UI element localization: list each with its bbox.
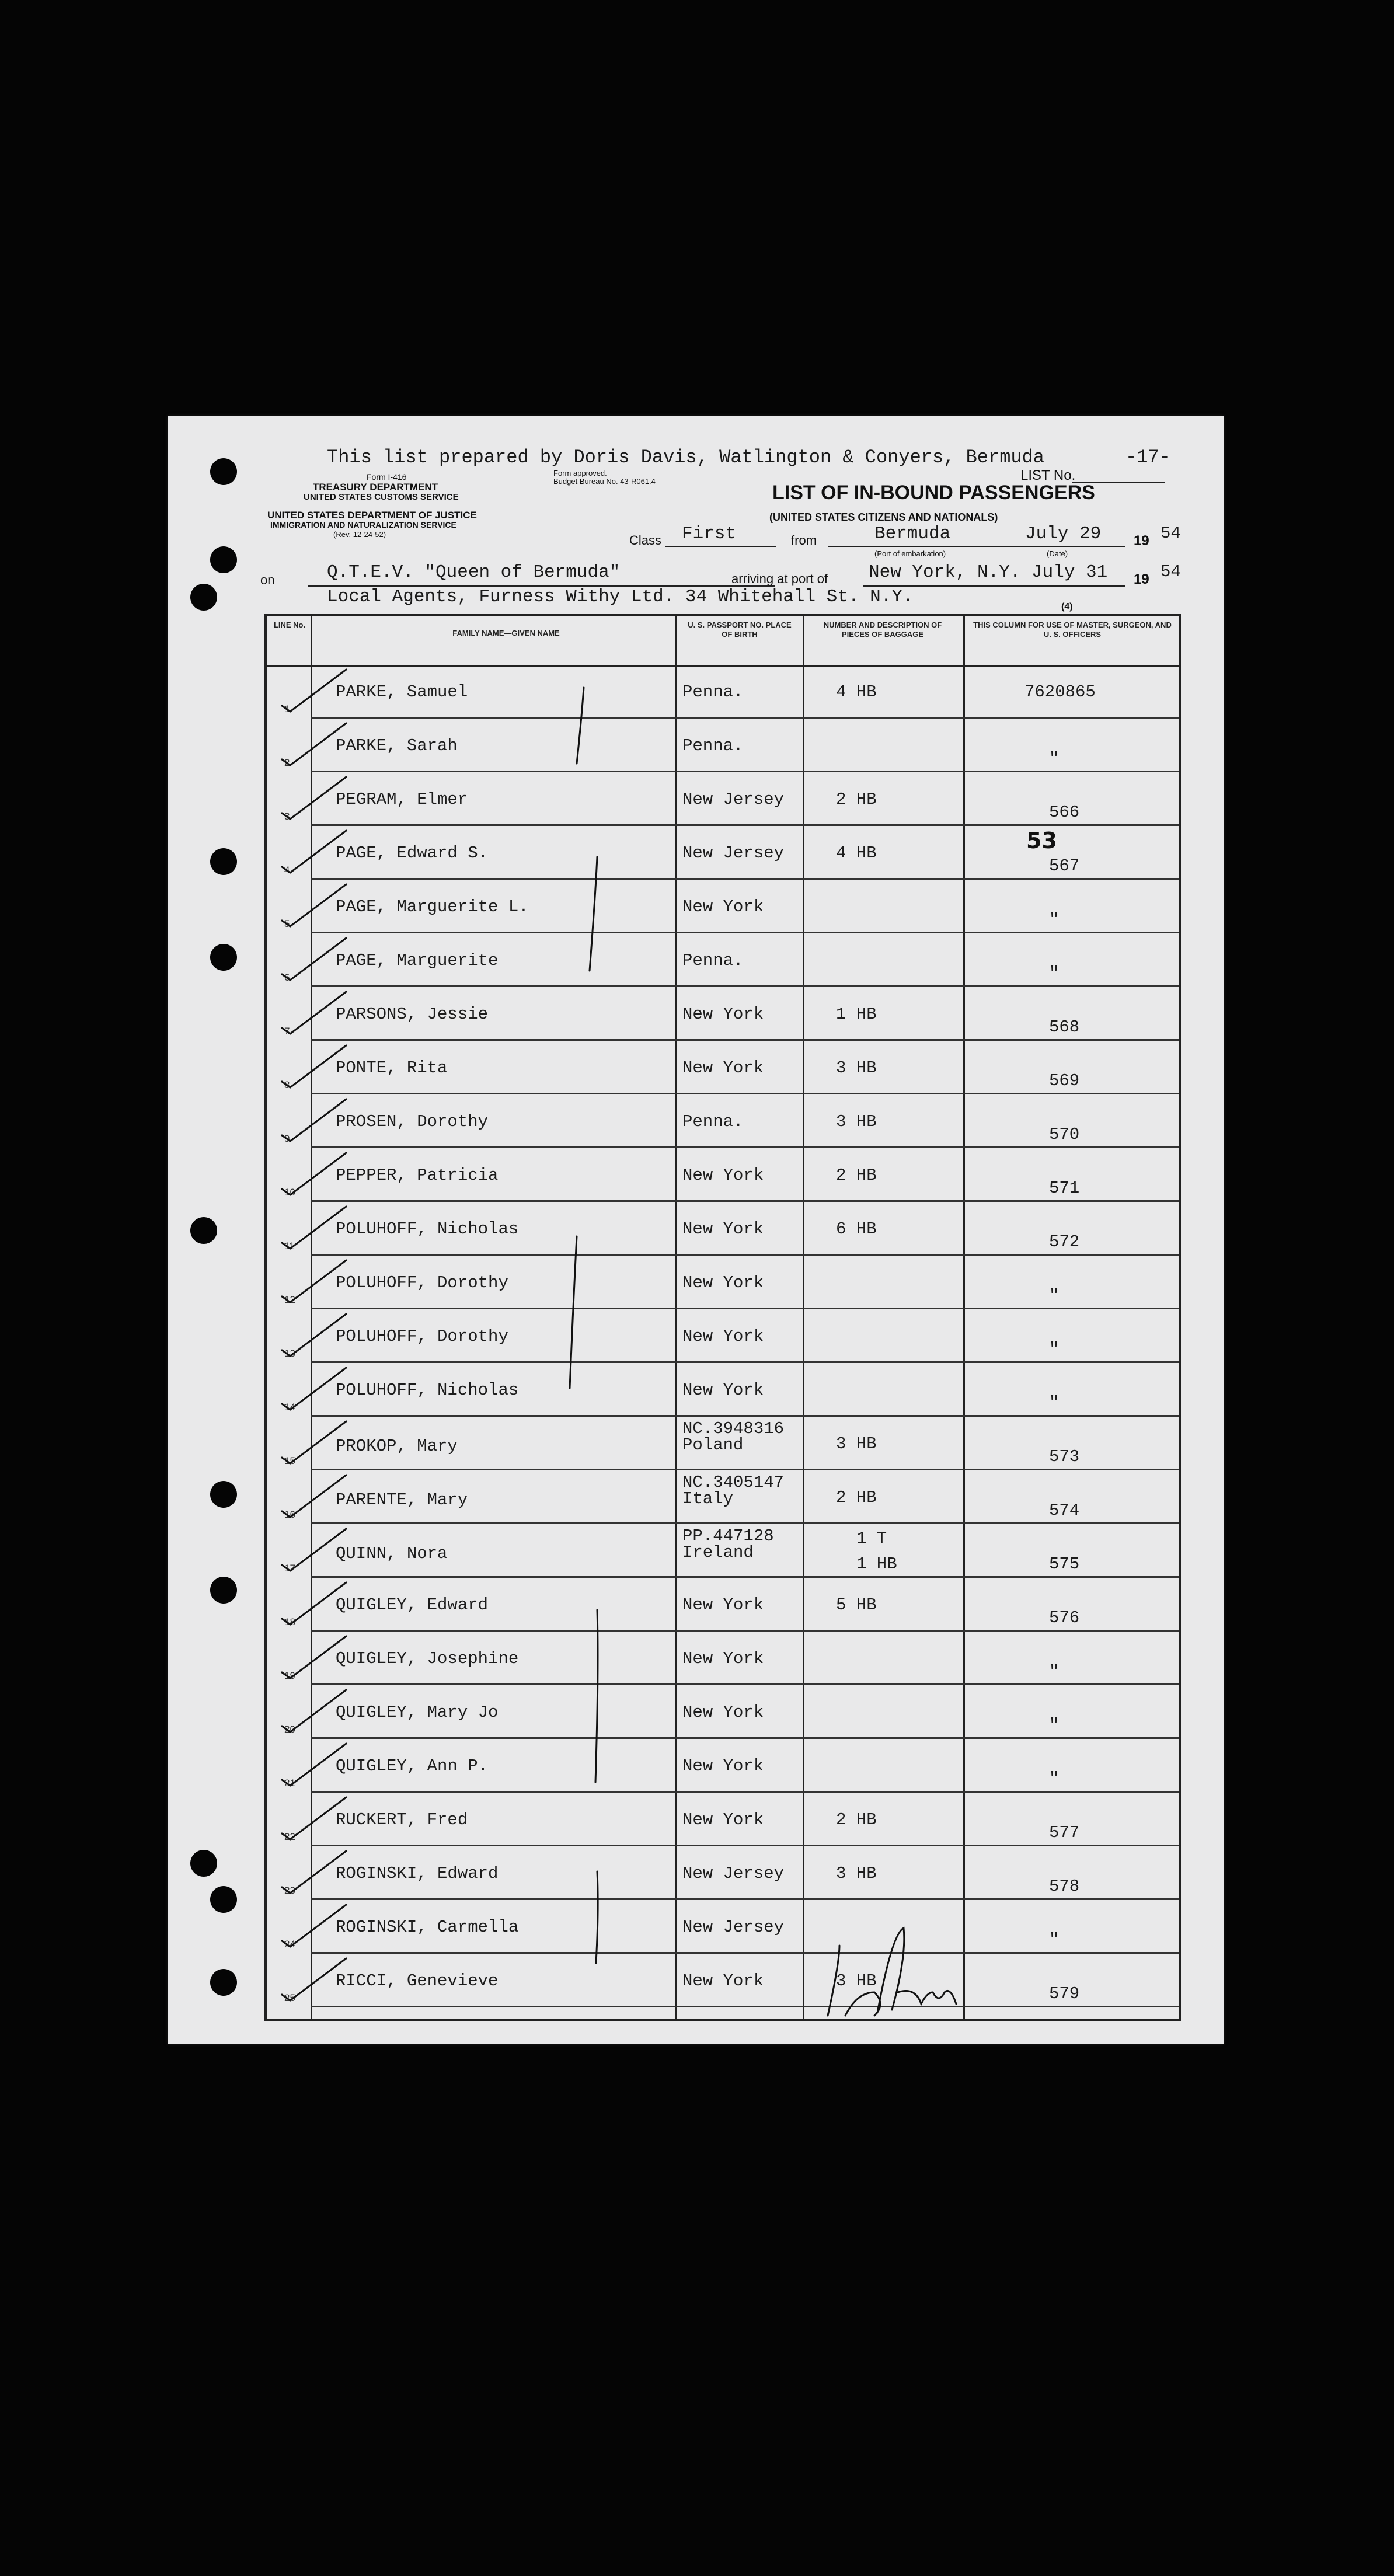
check-mark: [282, 777, 346, 819]
baggage: 3 HB: [836, 1971, 877, 1991]
vessel-name: Q.T.E.V. "Queen of Bermuda": [327, 562, 621, 583]
baggage: 5 HB: [836, 1595, 877, 1615]
officer-use-value: 577: [1049, 1823, 1080, 1842]
class-value: First: [682, 524, 737, 544]
officer-use-value: 569: [1049, 1071, 1080, 1090]
justice-label: UNITED STATES DEPARTMENT OF JUSTICE: [267, 510, 477, 521]
from-label: from: [791, 533, 817, 548]
check-mark: [282, 1045, 346, 1087]
baggage: 1 T: [856, 1529, 887, 1548]
list-title: LIST OF IN-BOUND PASSENGERS: [772, 482, 1095, 504]
check-mark: [282, 1314, 346, 1356]
baggage: 2 HB: [836, 1166, 877, 1185]
local-agents: Local Agents, Furness Withy Ltd. 34 Whitehall St. N.Y.: [327, 587, 914, 607]
manifest-page: [168, 416, 1224, 2044]
passenger-name: PROSEN, Dorothy: [336, 1112, 489, 1131]
passenger-name: QUIGLEY, Mary Jo: [336, 1703, 499, 1722]
line-number: 7: [284, 1026, 290, 1037]
check-mark: [282, 723, 346, 765]
line-number: 25: [284, 1992, 295, 2003]
officer-use-value: 567: [1049, 856, 1080, 876]
place-of-birth: New Jersey: [682, 790, 785, 809]
passenger-name: RUCKERT, Fred: [336, 1810, 468, 1829]
line-number: 6: [284, 972, 290, 983]
col-header-officers: THIS COLUMN FOR USE OF MASTER, SURGEON, AND U. S. OFFICERS: [973, 621, 1172, 639]
line-number: 4: [284, 865, 290, 876]
form-approved: Form approved.: [553, 469, 607, 477]
col-header-baggage: NUMBER AND DESCRIPTION OF PIECES OF BAGGAGE: [823, 621, 942, 639]
officer-use-value: 579: [1049, 1984, 1080, 2003]
officer-use-value: 570: [1049, 1125, 1080, 1144]
place-of-birth: New York: [682, 1381, 764, 1400]
officer-use-value: 568: [1049, 1017, 1080, 1037]
check-mark: [282, 1207, 346, 1249]
baggage-2: 1 HB: [856, 1554, 897, 1574]
passenger-name: PEGRAM, Elmer: [336, 790, 468, 809]
line-number: 12: [284, 1294, 295, 1305]
passenger-name: POLUHOFF, Dorothy: [336, 1327, 508, 1346]
from-value: Bermuda: [874, 524, 951, 544]
check-mark: [282, 670, 346, 712]
passenger-name: PAGE, Marguerite L.: [336, 897, 529, 916]
officer-use-value: 578: [1049, 1877, 1080, 1896]
place-of-birth: New York: [682, 1595, 764, 1615]
signature-mark: [828, 1928, 956, 2016]
place-of-birth: New York: [682, 1005, 764, 1024]
passenger-name: PARKE, Sarah: [336, 736, 458, 755]
check-mark: [282, 1421, 346, 1463]
paren-four: (4): [1061, 602, 1073, 612]
line-number: 21: [284, 1777, 295, 1789]
officer-use-value: ": [1049, 1393, 1060, 1413]
year-value: 54: [1160, 524, 1181, 543]
line-number: 10: [284, 1187, 295, 1198]
check-mark: [282, 1153, 346, 1195]
passenger-name: RICCI, Genevieve: [336, 1971, 499, 1991]
officer-use-value: ": [1049, 910, 1060, 929]
officer-use-value: ": [1049, 1340, 1060, 1359]
check-mark: [282, 1368, 346, 1410]
budget-bureau: Budget Bureau No. 43-R061.4: [553, 477, 656, 486]
passenger-name: PARENTE, Mary: [336, 1490, 468, 1510]
line-number: 20: [284, 1724, 295, 1735]
line-number: 15: [284, 1455, 295, 1466]
line-number: 23: [284, 1885, 295, 1896]
place-of-birth: New York: [682, 1219, 764, 1239]
line-number: 19: [284, 1670, 295, 1681]
rev-label: (Rev. 12-24-52): [333, 530, 386, 539]
baggage: 4 HB: [836, 843, 877, 863]
class-label: Class: [629, 533, 662, 548]
baggage: 3 HB: [836, 1058, 877, 1078]
bracket-mark: [570, 1236, 577, 1388]
place-of-birth-2: Ireland: [682, 1543, 754, 1562]
officer-use-value: 574: [1049, 1501, 1080, 1520]
place-of-birth: Penna.: [682, 1112, 744, 1131]
line-number: 3: [284, 811, 290, 822]
baggage: 2 HB: [836, 1810, 877, 1829]
passenger-name: QUIGLEY, Ann P.: [336, 1756, 489, 1776]
place-of-birth: New York: [682, 1649, 764, 1668]
passenger-name: POLUHOFF, Nicholas: [336, 1381, 519, 1400]
officer-use-value: 573: [1049, 1447, 1080, 1466]
place-of-birth: Penna.: [682, 951, 744, 970]
arrival-year: 54: [1160, 562, 1181, 581]
handwritten-marks: [168, 416, 1224, 2044]
passenger-name: PEPPER, Patricia: [336, 1166, 499, 1185]
ins-label: IMMIGRATION AND NATURALIZATION SERVICE: [270, 520, 456, 529]
bracket-mark: [596, 1871, 598, 1963]
place-of-birth: New Jersey: [682, 1918, 785, 1937]
place-of-birth: New York: [682, 1273, 764, 1292]
baggage: 3 HB: [836, 1112, 877, 1131]
col-header-passport: U. S. PASSPORT NO. PLACE OF BIRTH: [688, 621, 792, 639]
check-mark: [282, 1636, 346, 1678]
baggage: 1 HB: [836, 1005, 877, 1024]
check-mark: [282, 1582, 346, 1625]
passenger-name: POLUHOFF, Dorothy: [336, 1273, 508, 1292]
officer-use-value: ": [1049, 1662, 1060, 1681]
col-header-name: FAMILY NAME—GIVEN NAME: [452, 629, 560, 637]
officer-use-value: 572: [1049, 1232, 1080, 1252]
line-number: 24: [284, 1939, 295, 1950]
line-number: 11: [284, 1240, 295, 1252]
on-label: on: [260, 573, 275, 587]
line-number: 1: [284, 703, 290, 714]
officer-use-value: ": [1049, 1769, 1060, 1789]
place-of-birth: New York: [682, 1810, 764, 1829]
line-number: 5: [284, 918, 290, 929]
place-of-birth: New York: [682, 1327, 764, 1346]
officer-use-value: ": [1049, 1716, 1060, 1735]
line-number: 22: [284, 1831, 295, 1842]
baggage: 4 HB: [836, 682, 877, 702]
check-mark: [282, 1690, 346, 1732]
passenger-name: PAGE, Edward S.: [336, 843, 489, 863]
place-of-birth: PP.447128: [682, 1526, 774, 1546]
passenger-name: PONTE, Rita: [336, 1058, 448, 1078]
place-of-birth-2: Italy: [682, 1489, 734, 1508]
line-number: 17: [284, 1563, 295, 1574]
baggage: 2 HB: [836, 1488, 877, 1507]
passenger-name: ROGINSKI, Carmella: [336, 1918, 519, 1937]
officer-use-value: ": [1049, 964, 1060, 983]
form-number: Form I-416: [367, 472, 407, 482]
check-mark: [282, 1099, 346, 1141]
check-mark: [282, 1744, 346, 1786]
place-of-birth: NC.3405147: [682, 1473, 785, 1492]
customs-label: UNITED STATES CUSTOMS SERVICE: [304, 492, 459, 502]
treasury-label: TREASURY DEPARTMENT: [313, 482, 438, 493]
place-of-birth: New York: [682, 1971, 764, 1991]
place-of-birth: New York: [682, 1703, 764, 1722]
officer-use-value: ": [1049, 1286, 1060, 1305]
officer-use-value: 575: [1049, 1554, 1080, 1574]
place-of-birth: New York: [682, 1166, 764, 1185]
passenger-name: QUIGLEY, Edward: [336, 1595, 489, 1615]
place-of-birth: Penna.: [682, 682, 744, 702]
passenger-name: PROKOP, Mary: [336, 1437, 458, 1456]
place-of-birth: NC.3948316: [682, 1419, 785, 1438]
arriving-label: arriving at port of: [731, 571, 828, 586]
page-number: -17-: [1125, 447, 1170, 468]
check-mark: [282, 992, 346, 1034]
line-number: 18: [284, 1616, 295, 1627]
bracket-mark: [577, 688, 584, 764]
place-of-birth-2: Poland: [682, 1435, 744, 1455]
place-of-birth: New York: [682, 1058, 764, 1078]
col-header-line: LINE No.: [273, 621, 306, 629]
check-mark: [282, 1260, 346, 1302]
check-mark: [282, 1905, 346, 1947]
prepared-by-line: This list prepared by Doris Davis, Watlington & Conyers, Bermuda: [327, 447, 1044, 468]
year-prefix: 19: [1134, 533, 1149, 549]
line-number: 14: [284, 1402, 295, 1413]
list-no-label: LIST No.: [1020, 468, 1076, 483]
line-number: 16: [284, 1509, 295, 1520]
place-of-birth: New Jersey: [682, 843, 785, 863]
check-mark: [282, 1475, 346, 1517]
passenger-name: POLUHOFF, Nicholas: [336, 1219, 519, 1239]
baggage: 2 HB: [836, 790, 877, 809]
departure-date: July 29: [1025, 524, 1102, 544]
arrival-year-prefix: 19: [1134, 571, 1149, 587]
baggage: 3 HB: [836, 1434, 877, 1453]
check-mark: [282, 1958, 346, 2000]
arrival-port-date: New York, N.Y. July 31: [869, 562, 1108, 583]
passenger-name: ROGINSKI, Edward: [336, 1864, 499, 1883]
line-number: 9: [284, 1133, 290, 1144]
baggage: 6 HB: [836, 1219, 877, 1239]
place-of-birth: New Jersey: [682, 1864, 785, 1883]
date-label: (Date): [1047, 549, 1068, 558]
bracket-mark: [595, 1610, 598, 1782]
officer-use-value: 571: [1049, 1179, 1080, 1198]
passenger-name: QUINN, Nora: [336, 1544, 448, 1563]
port-embarkation-label: (Port of embarkation): [874, 549, 946, 558]
check-mark: [282, 1529, 346, 1571]
passenger-name: QUIGLEY, Josephine: [336, 1649, 519, 1668]
line-number: 2: [284, 757, 290, 768]
officer-use-value: ": [1049, 1930, 1060, 1950]
check-mark: [282, 938, 346, 980]
place-of-birth: Penna.: [682, 736, 744, 755]
check-mark: [282, 884, 346, 926]
check-mark: [282, 1851, 346, 1893]
officer-use-value: 7620865: [1024, 682, 1096, 702]
passenger-name: PAGE, Marguerite: [336, 951, 499, 970]
line-number: 13: [284, 1348, 295, 1359]
list-subtitle: (UNITED STATES CITIZENS AND NATIONALS): [769, 511, 998, 523]
officer-use-value: 566: [1049, 803, 1080, 822]
check-mark: [282, 831, 346, 873]
passenger-name: PARKE, Samuel: [336, 682, 468, 702]
baggage: 3 HB: [836, 1864, 877, 1883]
place-of-birth: New York: [682, 1756, 764, 1776]
line-number: 8: [284, 1079, 290, 1090]
bracket-mark: [590, 857, 597, 971]
passenger-name: PARSONS, Jessie: [336, 1005, 489, 1024]
check-mark: [282, 1797, 346, 1839]
officer-use-value: ": [1049, 749, 1060, 768]
officer-use-value: 576: [1049, 1608, 1080, 1627]
handwritten-number: 53: [1026, 828, 1057, 853]
place-of-birth: New York: [682, 897, 764, 916]
